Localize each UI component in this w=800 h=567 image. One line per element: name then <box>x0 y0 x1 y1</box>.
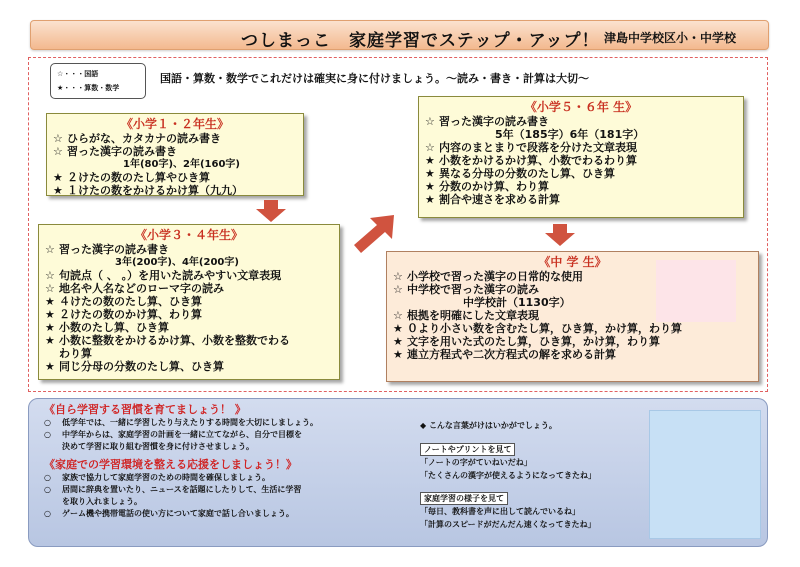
list-item: ★ ４けたの数のたし算、ひき算 <box>45 295 202 308</box>
arrow-down-icon <box>256 200 286 222</box>
list-item: ☆ 習った漢字の読み書き <box>425 115 549 128</box>
list-item: ☆ 習った漢字の読み書き <box>53 145 177 158</box>
list-item: ☆ 中学校で習った漢字の読み <box>393 283 539 296</box>
list-item: 中学校計（1130字） <box>463 296 571 309</box>
header-banner <box>30 20 769 50</box>
label-notes: ノートやプリントを見て <box>420 443 515 456</box>
list-item: ○ ゲーム機や携帯電話の使い方について家庭で話し合いましょう。 <box>44 509 294 518</box>
list-item: ○ 居間に辞典を置いたり、ニュースを話題にしたりして、生活に学習 <box>44 485 302 494</box>
list-item: 1年(80字)、2年(160字) <box>123 159 240 170</box>
box-grade-5-6 <box>418 96 744 218</box>
label-study: 家庭学習の様子を見て <box>420 492 508 505</box>
lower-right-column <box>420 420 648 531</box>
list-item: ★ 連立方程式や二次方程式の解を求める計算 <box>393 348 616 361</box>
list-item: ★ 小数をかけるかけ算、小数でわるわり算 <box>425 154 637 167</box>
list-item: ☆ 句読点（ 、 。）を用いた読みやすい文章表現 <box>45 269 282 282</box>
box-title: 《小学１・２年生》 <box>120 117 229 131</box>
legend-item-math: ★・・・算数・数学 <box>57 84 120 92</box>
legend-item-kokugo: ☆・・・国語 <box>57 70 99 78</box>
list-item: を取り入れましょう。 <box>62 497 142 506</box>
list-item: ★ 異なる分母の分数のたし算、ひき算 <box>425 167 615 180</box>
list-item: ★ 小数に整数をかけるかけ算、小数を整数でわる <box>45 334 290 347</box>
school-name: 津島中学校区小・中学校 <box>603 31 736 45</box>
list-item: ○ 中学年からは、家庭学習の計画を一緒に立てながら、自分で目標を <box>44 430 302 439</box>
list-item: ★ 文字を用いた式のたし算，ひき算，かけ算，わり算 <box>393 335 660 348</box>
box-grade-1-2 <box>46 113 304 196</box>
box-title: 《小学５・６年 生》 <box>524 100 638 114</box>
placeholder-image <box>656 260 736 322</box>
legend <box>50 63 146 99</box>
box-title: 《小学３・４年生》 <box>134 228 243 242</box>
list-item: ★ 同じ分母の分数のたし算、ひき算 <box>45 360 224 373</box>
list-item: ☆ 習った漢字の読み書き <box>45 243 169 256</box>
list-item: ☆ 小学校で習った漢字の日常的な使用 <box>393 270 583 283</box>
placeholder-image <box>649 410 761 539</box>
list-item: ○ 低学年では、一緒に学習したり与えたりする時間を大切にしましょう。 <box>44 418 318 427</box>
arrow-down-icon <box>545 224 575 246</box>
list-item: ★ 小数のたし算、ひき算 <box>45 321 169 334</box>
list-item: ☆ 内容のまとまりで段落を分けた文章表現 <box>425 141 637 154</box>
list-item: ☆ 根拠を明確にした文章表現 <box>393 309 539 322</box>
list-item: ★ 分数のかけ算、わり算 <box>425 180 549 193</box>
list-item: 決めて学習に取り組む習慣を身に付けさせましょう。 <box>62 442 254 451</box>
list-item: ★ １けたの数をかけるかけ算（九九） <box>53 184 243 197</box>
list-item: 5年（185字）6年（181字） <box>495 128 645 141</box>
section-title: 《自ら学習する習慣を育てましょう！ 》 <box>44 403 246 416</box>
quote: 「ノートの字がていねいだね」 <box>420 458 532 467</box>
list-item: ★ 割合や速さを求める計算 <box>425 193 560 206</box>
list-item: 3年(200字)、4年(200字) <box>115 257 239 268</box>
right-heading: ◆ こんな言葉がけはいかがでしょう。 <box>420 421 557 430</box>
list-item: ★ ２けたの数のたし算やひき算 <box>53 171 210 184</box>
box-grade-3-4 <box>38 224 340 380</box>
arrow-up-right-icon <box>352 215 394 253</box>
list-item: わり算 <box>59 347 92 360</box>
list-item: ☆ ひらがな、カタカナの読み書き <box>53 132 221 145</box>
intro-text: 国語・算数・数学でこれだけは確実に身に付けましょう。～読み・書き・計算は大切～ <box>160 72 589 85</box>
lower-left-column <box>44 401 404 520</box>
quote: 「毎日、教科書を声に出して読んでいるね」 <box>420 507 580 516</box>
list-item: ★ ２けたの数のかけ算、わり算 <box>45 308 202 321</box>
list-item: ○ 家族で協力して家庭学習のための時間を確保しましょう。 <box>44 473 270 482</box>
box-title: 《中 学 生》 <box>538 255 607 269</box>
page-title: つしまっこ 家庭学習でステップ・アップ！ <box>241 31 600 51</box>
list-item: ☆ 地名や人名などのローマ字の読み <box>45 282 224 295</box>
list-item: ★ ０より小さい数を含むたし算，ひき算，かけ算，わり算 <box>393 322 682 335</box>
quote: 「計算のスピードがだんだん速くなってきたね」 <box>420 520 596 529</box>
section-title: 《家庭での学習環境を整える応援をしましょう！》 <box>44 458 297 471</box>
quote: 「たくさんの漢字が使えるようになってきたね」 <box>420 471 596 480</box>
